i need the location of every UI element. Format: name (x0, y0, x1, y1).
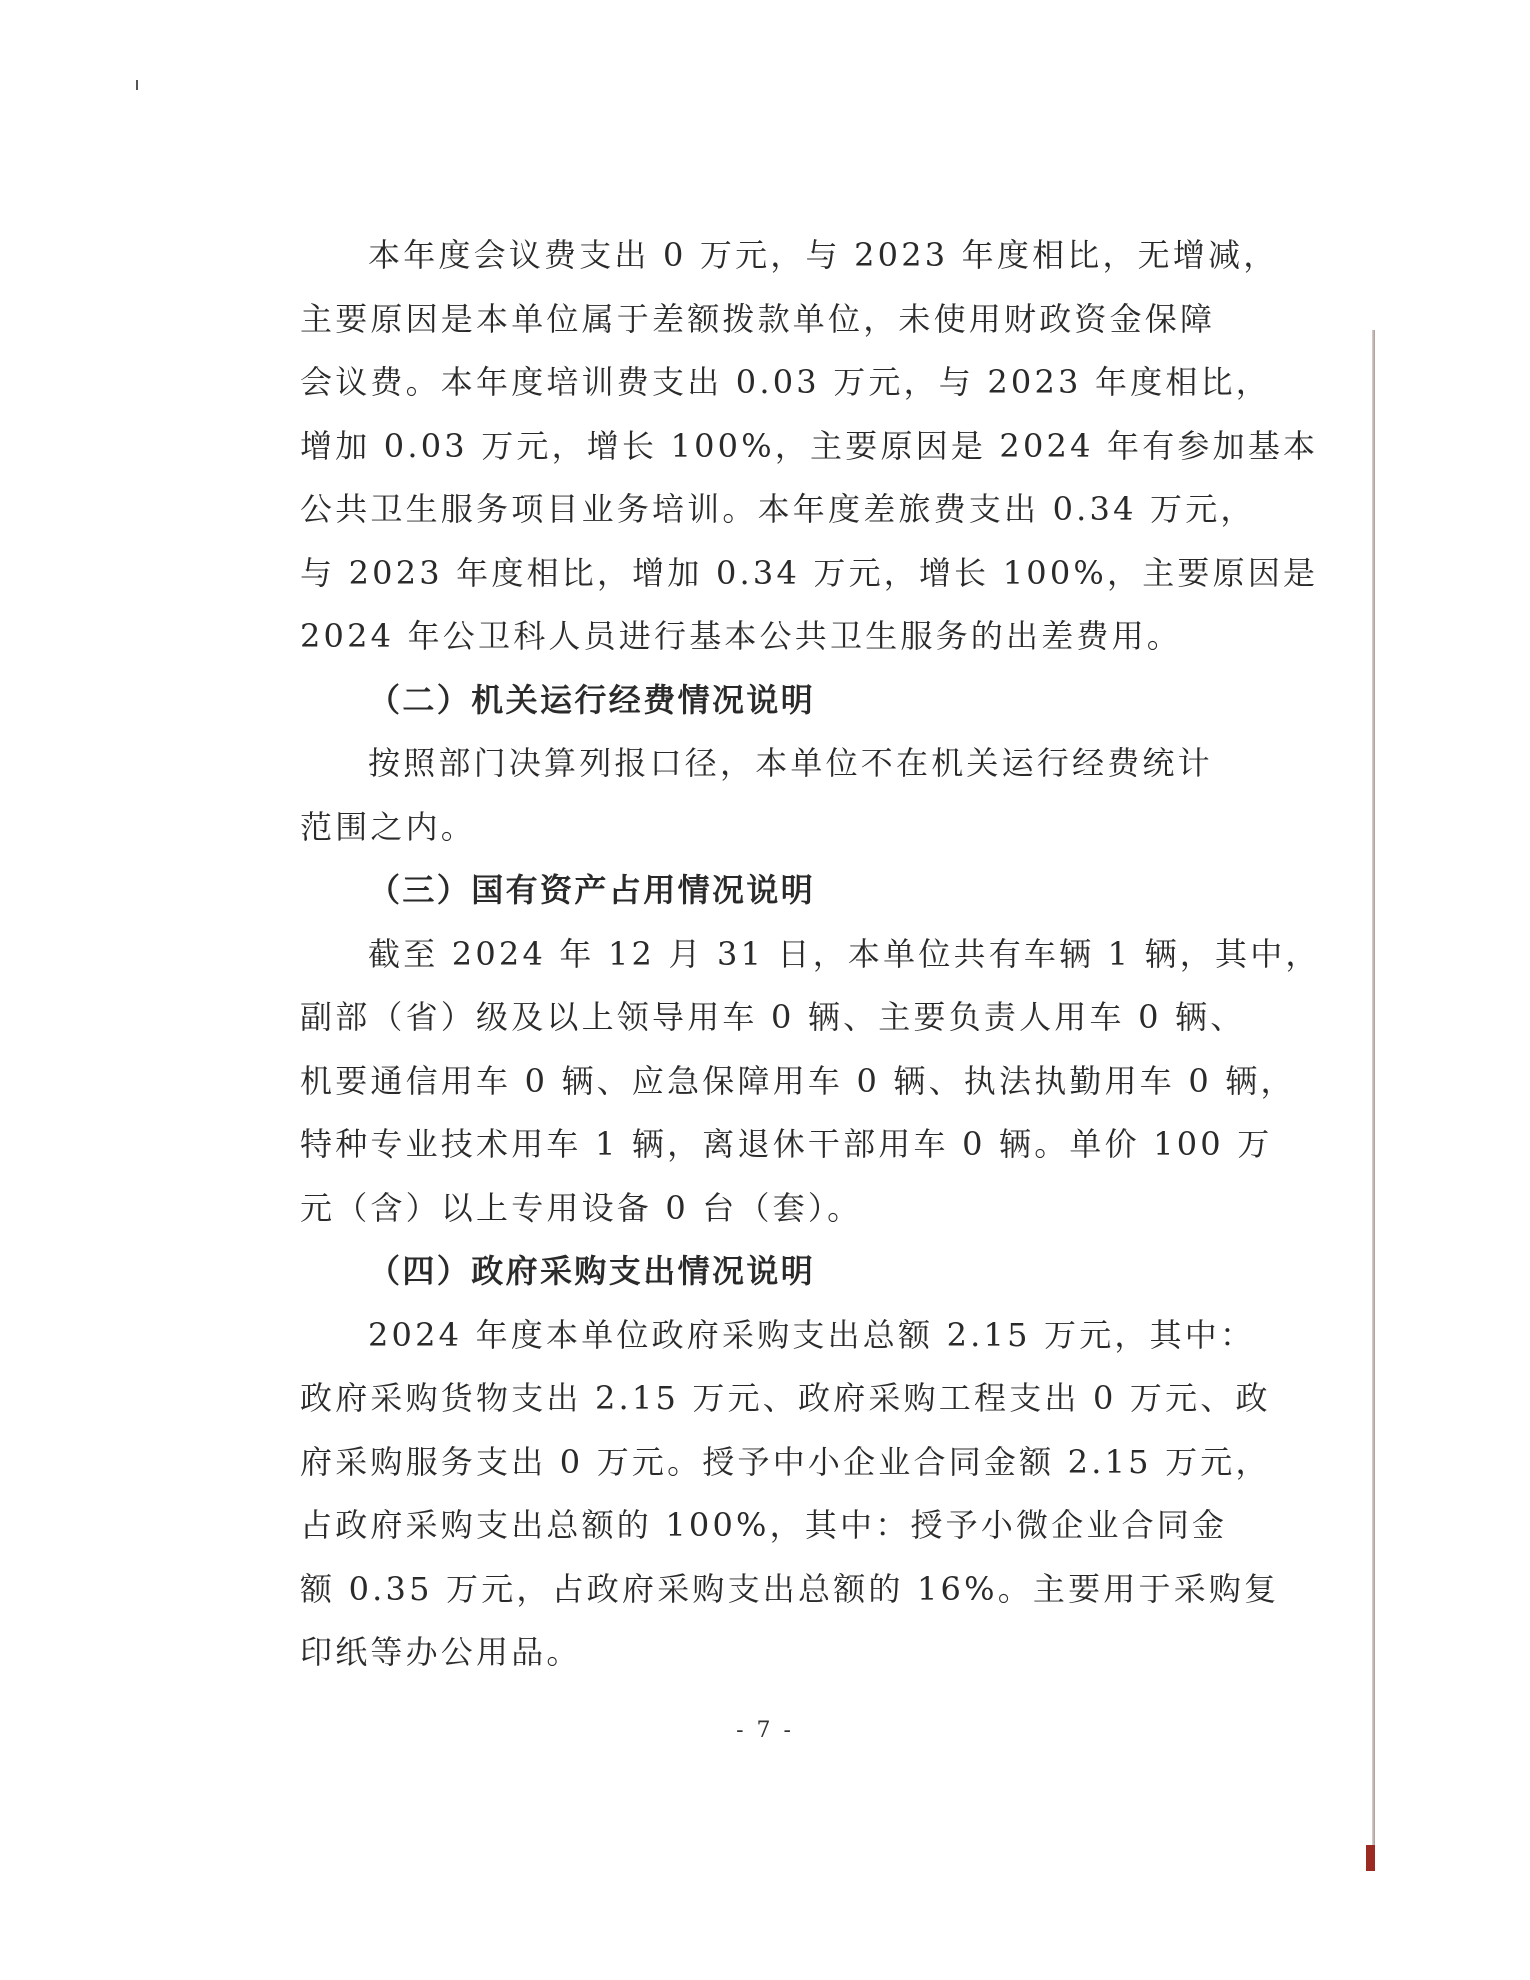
scan-edge-mark (136, 80, 138, 90)
text-line: 政府采购货物支出 2.15 万元、政府采购工程支出 0 万元、政 (300, 1379, 1271, 1417)
section-heading-procurement: （四）政府采购支出情况说明 (368, 1252, 816, 1290)
paragraph-state-assets (300, 923, 1321, 1241)
text-line: 机要通信用车 0 辆、应急保障用车 0 辆、执法执勤用车 0 辆， (300, 1061, 1296, 1100)
text-line: 2024 年度本单位政府采购支出总额 2.15 万元，其中： (368, 1315, 1256, 1354)
text-line: 2024 年公卫科人员进行基本公共卫生服务的出差费用。 (300, 617, 1183, 655)
text-line: 元（含）以上专用设备 0 台（套）。 (300, 1188, 863, 1227)
text-line: 范围之内。 (300, 807, 477, 846)
text-line: 府采购服务支出 0 万元。授予中小企业合同金额 2.15 万元， (300, 1442, 1271, 1481)
paragraph-meeting-training-travel (300, 224, 1319, 669)
paragraph-operating-expenses (300, 732, 1213, 859)
text-line: 增加 0.03 万元，增长 100%，主要原因是 2024 年有参加基本 (300, 426, 1319, 465)
scan-right-edge (1372, 330, 1375, 1870)
text-line: 截至 2024 年 12 月 31 日，本单位共有车辆 1 辆，其中， (368, 934, 1321, 973)
text-line: 与 2023 年度相比，增加 0.34 万元，增长 100%，主要原因是 (300, 553, 1319, 592)
text-line: 副部（省）级及以上领导用车 0 辆、主要负责人用车 0 辆、 (300, 998, 1246, 1036)
text-line: 特种专业技术用车 1 辆，离退休干部用车 0 辆。单价 100 万 (300, 1125, 1273, 1163)
page-number: - 7 - (736, 1718, 794, 1743)
text-line: 会议费。本年度培训费支出 0.03 万元，与 2023 年度相比， (300, 363, 1271, 401)
binding-mark (1366, 1845, 1375, 1871)
text-line: 印纸等办公用品。 (300, 1633, 582, 1671)
paragraph-procurement (300, 1304, 1280, 1685)
section-heading-state-assets: （三）国有资产占用情况说明 (368, 871, 816, 909)
document-body (300, 224, 1321, 1685)
text-line: 公共卫生服务项目业务培训。本年度差旅费支出 0.34 万元， (300, 490, 1256, 528)
section-heading-operating-expenses: （二）机关运行经费情况说明 (368, 680, 816, 719)
text-line: 占政府采购支出总额的 100%，其中：授予小微企业合同金 (300, 1506, 1228, 1544)
text-line: 按照部门决算列报口径，本单位不在机关运行经费统计 (368, 744, 1213, 782)
text-line: 本年度会议费支出 0 万元，与 2023 年度相比，无增减， (368, 236, 1279, 274)
text-line: 额 0.35 万元，占政府采购支出总额的 16%。主要用于采购复 (300, 1569, 1280, 1608)
text-line: 主要原因是本单位属于差额拨款单位，未使用财政资金保障 (300, 299, 1216, 338)
